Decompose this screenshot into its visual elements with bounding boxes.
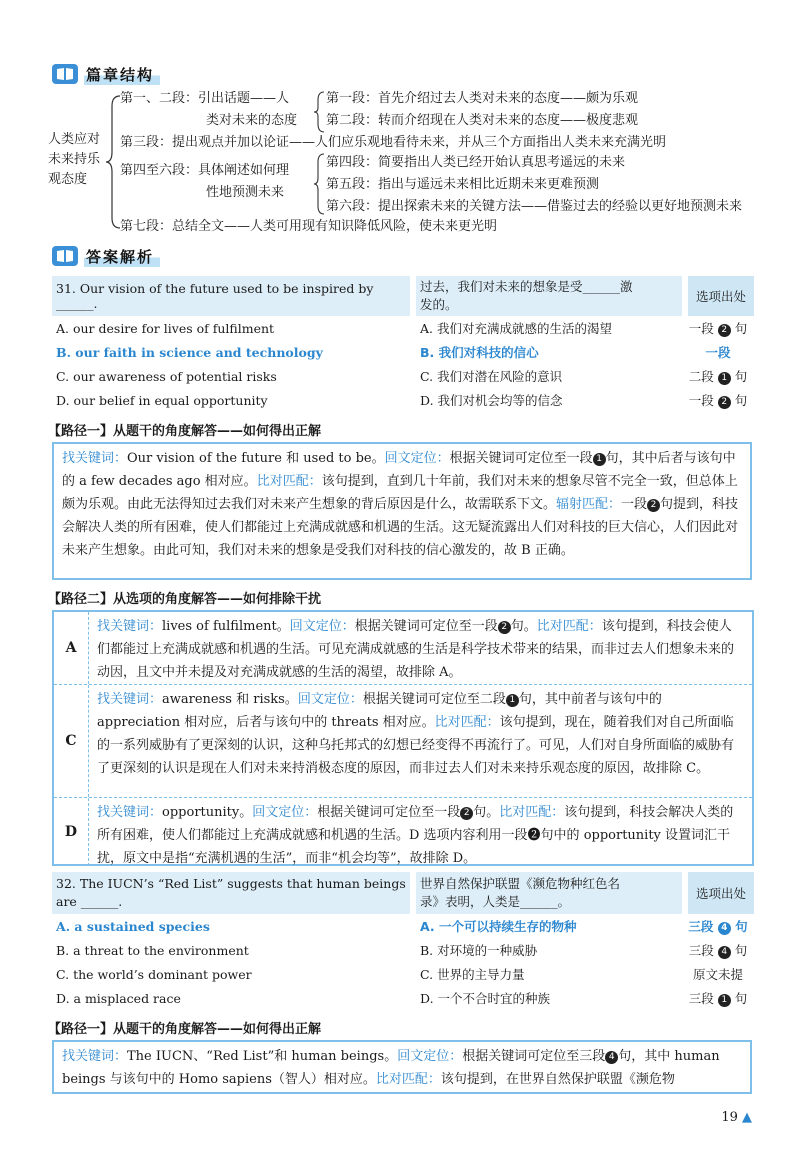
q31-stem-en: 31. Our vision of the future used to be inspired by ______.	[52, 276, 410, 316]
tree-root: 人类应对 未来持乐 观态度	[48, 132, 101, 187]
book-icon	[52, 246, 78, 266]
structure-heading	[52, 62, 160, 86]
tree-p2: 第二段：转而介绍现在人类对未来的态度——极度悲观	[326, 113, 639, 128]
q32-opt-d-en: D. a misplaced race	[56, 990, 181, 1006]
q32-opt-d-zh: D. 一个不合时宜的种族	[420, 991, 551, 1006]
q32-opt-c-zh: C. 世界的主导力量	[420, 967, 525, 982]
q31-route2-title: 【路径二】从选项的角度解答——如何排除干扰	[48, 592, 322, 607]
page-number: 19 ▲	[721, 1110, 752, 1125]
q31-opt-c-src: 二段 1 句	[688, 369, 748, 384]
q31-route1-box: 找关键词：Our vision of the future 和 used to be。回文定位：根据关键词可定位至一段 1 句，其中后者与该句中的 a few decades ago 相对应。比对匹配：该句提到，直到几十年前，我们对未来的想象尽管不完全一致，但总体上颇为乐观。由此无法得知过去我们对未来产生想象的背后原因是什么，故需联系下文。辐射匹配：一段 2 句提到，科技会解决人类的所有困难，使人们都能过上充满成就感和机遇的生活。这无疑流露出人们对科技的巨大信心，人们因此对未来产生想象。由此可知，我们对未来的想象是受我们对科技的信心激发的，故 B 正确。	[52, 442, 752, 580]
q31-opt-d-en: D. our belief in equal opportunity	[56, 392, 268, 408]
q32-opt-c-en: C. the world’s dominant power	[56, 966, 252, 982]
q32-route1-box: 找关键词：The IUCN、“Red List”和 human beings。回文定位：根据关键词可定位至三段 4 句，其中 human beings 与该句中的 Homo sapiens（智人）相对应。比对匹配：该句提到，在世界自然保护联盟《濒危物	[52, 1040, 752, 1094]
q32-option-row	[52, 962, 754, 986]
q31-route2-a	[54, 612, 752, 684]
q31-stem-zh: 过去，我们对未来的想象是受______激 发的。	[410, 276, 682, 316]
q31-opt-a-zh: A. 我们对充满成就感的生活的渴望	[420, 321, 612, 336]
q32-opt-a-en: A. a sustained species	[56, 918, 210, 934]
option-analysis: 找关键词：lives of fulfilment。回文定位：根据关键词可定位至一段 2 句。比对匹配：该句提到，科技会使人们都能过上充满成就感和机遇的生活。可见充满成就感的生活是科学技术带来的结果，而非过去人们想象未来的动因，且文中并未提及对充满成就感的生活的渴望，故排除 A。	[97, 619, 735, 680]
q32-opt-b-zh: B. 对环境的一种威胁	[420, 943, 538, 958]
analysis-heading	[52, 244, 160, 268]
option-letter: C	[54, 685, 89, 797]
q31-opt-a-en: A. our desire for lives of fulfilment	[56, 320, 275, 336]
option-letter: D	[54, 798, 89, 866]
tree-p12: 第一、二段：引出话题——人 类对未来的态度	[120, 91, 298, 128]
tree-p3: 第三段：提出观点并加以论证——人们应乐观地看待未来，并从三个方面指出人类未来充满光明	[120, 135, 667, 150]
option-analysis: 找关键词：opportunity。回文定位：根据关键词可定位至一段 2 句。比对匹配：该句提到，科技会解决人类的所有困难，使人们都能过上充满成就感和机遇的生活。D 选项内容利用一段❷句中的 opportunity 设置词汇干扰，原文中是指“充满机遇的生活”，而非“机会均等”，故排除 D。	[97, 805, 734, 866]
graduation-cap-icon: ▲	[742, 1110, 752, 1125]
q31-opt-d-zh: D. 我们对机会均等的信念	[420, 393, 563, 408]
book-icon	[52, 64, 78, 84]
q31-opt-b-zh: B. 我们对科技的信心	[420, 345, 539, 360]
q31-opt-b-en: B. our faith in science and technology	[56, 344, 323, 360]
q32-opt-d-src: 三段 1 句	[688, 991, 748, 1006]
q31-header	[52, 276, 754, 316]
q32-option-row	[52, 938, 754, 962]
q31-route2-box	[52, 610, 754, 866]
q31-opt-d-src: 一段 2 句	[688, 393, 748, 408]
tree-p1: 第一段：首先介绍过去人类对未来的态度——颇为乐观	[326, 91, 639, 106]
p46-brace	[312, 152, 326, 216]
structure-heading-text: 篇章结构	[84, 64, 160, 85]
tree-p4: 第四段：简要指出人类已经开始认真思考遥远的未来	[326, 155, 626, 170]
tree-p46: 第四至六段：具体阐述如何理 性地预测未来	[120, 163, 290, 200]
q32-header	[52, 872, 754, 914]
q32-source-header: 选项出处	[682, 872, 754, 914]
q32-opt-b-en: B. a threat to the environment	[56, 942, 249, 958]
q32-route1-title: 【路径一】从题干的角度解答——如何得出正解	[48, 1022, 322, 1037]
q31-option-row	[52, 340, 754, 364]
tree-p7: 第七段：总结全文——人类可用现有知识降低风险，使未来更光明	[120, 219, 498, 234]
option-analysis: 找关键词：awareness 和 risks。回文定位：根据关键词可定位至二段 1 句，其中前者与该句中的 appreciation 相对应，后者与该句中的 threats 相对应。比对匹配：该句提到，现在，随着我们对自己所面临的一系列威胁有了更深刻的认识，这种乌托邦式的幻想已经变得不再流行了。可见，人们对自身所面临的威胁有了更深刻的认识是现在人们对未来持消极态度的原因，而非过去人们对未来持乐观态度的原因，故排除 C。	[97, 692, 735, 776]
q31-option-row	[52, 388, 754, 412]
analysis-heading-text: 答案解析	[84, 246, 160, 267]
q32-stem-en: 32. The IUCN’s “Red List” suggests that human beings are ______.	[52, 872, 410, 914]
tree-p6: 第六段：提出探索未来的关键方法——借鉴过去的经验以更好地预测未来	[326, 199, 743, 214]
q31-option-row	[52, 316, 754, 340]
q31-route1-title: 【路径一】从题干的角度解答——如何得出正解	[48, 424, 322, 439]
q32-option-row	[52, 914, 754, 938]
q32-opt-c-src: 原文未提	[692, 967, 743, 982]
q32-table	[52, 872, 754, 1010]
q31-option-row	[52, 364, 754, 388]
q31-table	[52, 276, 754, 412]
q31-opt-c-en: C. our awareness of potential risks	[56, 368, 277, 384]
q32-option-row	[52, 986, 754, 1010]
q31-opt-c-zh: C. 我们对潜在风险的意识	[420, 369, 563, 384]
q31-source-header: 选项出处	[682, 276, 754, 316]
tree-p5: 第五段：指出与遥远未来相比近期未来更难预测	[326, 177, 600, 192]
q32-opt-a-src: 三段 4 句	[688, 919, 748, 934]
p12-brace	[312, 90, 326, 134]
q32-stem-zh: 世界自然保护联盟《濒危物种红色名 录》表明，人类是______。	[410, 872, 682, 914]
q31-route2-c	[54, 684, 752, 797]
q31-opt-b-src: 一段	[705, 345, 731, 360]
q32-opt-b-src: 三段 4 句	[688, 943, 748, 958]
option-letter: A	[54, 612, 89, 684]
q31-route2-d	[54, 797, 752, 866]
q32-opt-a-zh: A. 一个可以持续生存的物种	[420, 919, 577, 934]
q31-opt-a-src: 一段 2 句	[688, 321, 748, 336]
